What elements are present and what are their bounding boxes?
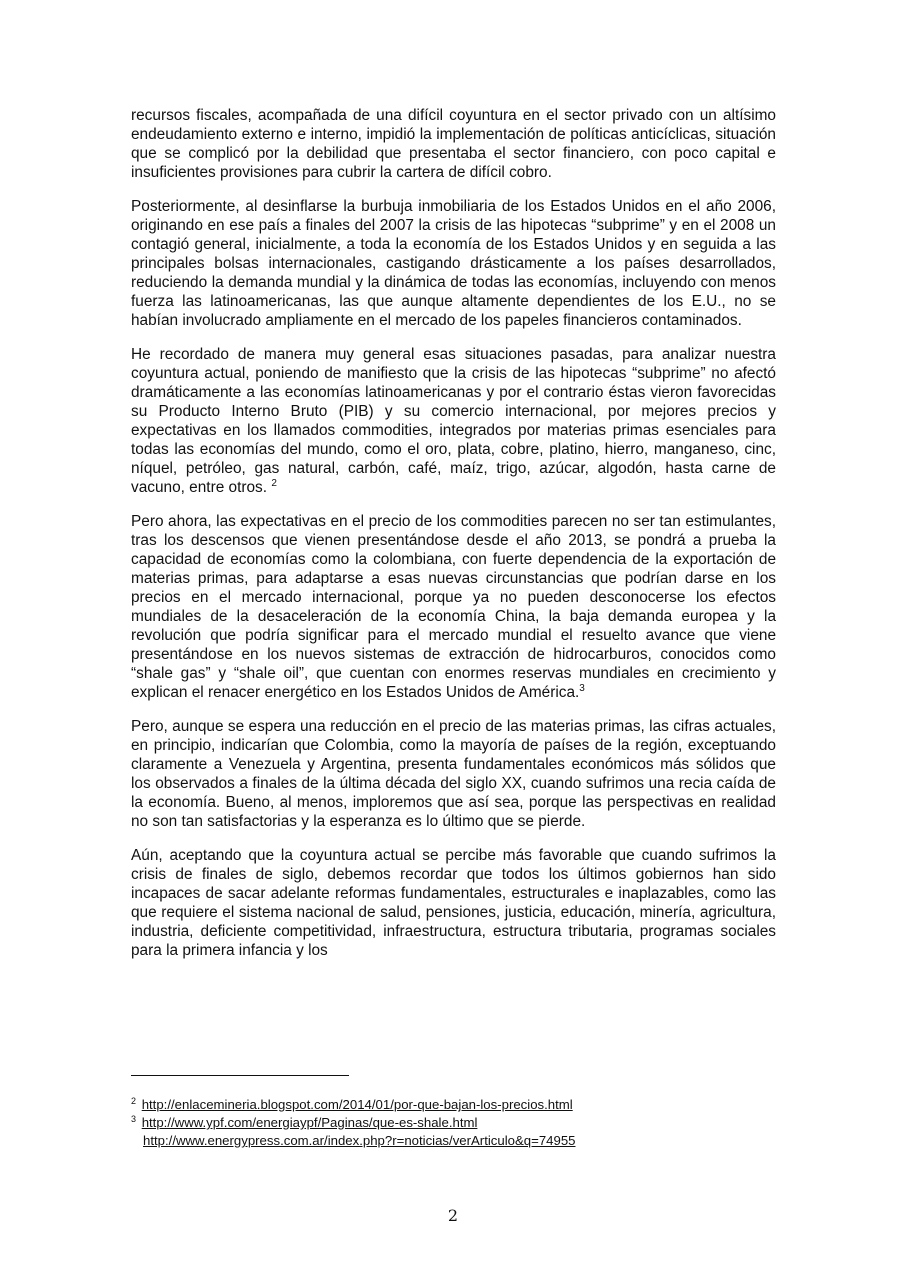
paragraph-2-text: Posteriormente, al desinflarse la burbuja inmobiliaria de los Estados Unidos en el año 2006, originando en ese país a finales del 2007 la crisis de las hipotecas “subprime” y en el 2008 un contagió general, inicialmente, a toda la economía de los Estados Unidos y en seguida a las principales bolsas internacionales, castigando drásticamente a los países desarrollados, reduciendo la demanda mundial y la dinámica de todas las economías, incluyendo con menos fuerza las latinoamericanas, las que aunque altamente dependientes de los E.U., no se habían involucrado ampliamente en el mercado de los papeles financieros contaminados. <box>131 198 776 329</box>
paragraph-5 <box>131 717 776 831</box>
paragraph-6-text: Aún, aceptando que la coyuntura actual se percibe más favorable que cuando sufrimos la crisis de finales de siglo, debemos recordar que todos los últimos gobiernos han sido incapaces de sacar adelante reformas fundamentales, estructurales e inaplazables, como las que requiere el sistema nacional de salud, pensiones, justicia, educación, minería, agricultura, industria, deficiente competitividad, infraestructura, estructura tributaria, programas sociales para la primera infancia y los <box>131 847 776 959</box>
document-body <box>131 106 776 975</box>
paragraph-5-text: Pero, aunque se espera una reducción en el precio de las materias primas, las cifras actuales, en principio, indicarían que Colombia, como la mayoría de países de la región, exceptuando claramente a Venezuela y Argentina, presenta fundamentales económicos más sólidos que los observados a finales de la última década del siglo XX, cuando sufrimos una recia caída de la economía. Bueno, al menos, imploremos que así sea, porque las perspectivas en realidad no son tan satisfactorias y la esperanza es lo último que se pierde. <box>131 718 776 830</box>
footnote-3-continued <box>131 1132 776 1150</box>
paragraph-1-text: recursos fiscales, acompañada de una difícil coyuntura en el sector privado con un altísimo endeudamiento externo e interno, impidió la implementación de políticas anticíclicas, situación que se complicó por la debilidad que presentaba el sector financiero, con poco capital e insuficientes provisiones para cubrir la cartera de difícil cobro. <box>131 107 776 181</box>
footnote-number: 2 <box>131 1095 137 1106</box>
paragraph-3-text: He recordado de manera muy general esas situaciones pasadas, para analizar nuestra coyuntura actual, poniendo de manifiesto que la crisis de las hipotecas “subprime” no afectó dramáticamente a las economías latinoamericanas y por el contrario éstas vieron favorecidas su Producto Interno Bruto (PIB) y su comercio internacional, por mejores precios y expectativas en los llamados commodities, integrados por materias primas esenciales para todas las economías del mundo, como el oro, plata, cobre, platino, hierro, manganeso, cinc, níquel, petróleo, gas natural, carbón, café, maíz, trigo, azúcar, algodón, hasta carne de vacuno, entre otros. <box>131 346 776 496</box>
footnote-number: 3 <box>131 1113 137 1124</box>
paragraph-3 <box>131 345 776 497</box>
paragraph-6 <box>131 846 776 960</box>
paragraph-4-text: Pero ahora, las expectativas en el precio de los commodities parecen no ser tan estimulantes, tras los descensos que vienen presentándose desde el año 2013, se pondrá a prueba la capacidad de economías como la colombiana, con fuerte dependencia de la exportación de materias primas, para adaptarse a esas nuevas circunstancias que podrían darse en los precios en el mercado internacional, porque ya no pueden desconocerse los efectos mundiales de la desaceleración de la economía China, la baja demanda europea y la revolución que podría significar para el mercado mundial el resuelto avance que viene presentándose en los nuevos sistemas de extracción de hidrocarburos, conocidos como “shale gas” y “shale oil”, que cuentan con enormes reservas mundiales en crecimiento y explican el renacer energético en los Estados Unidos de América. <box>131 513 776 701</box>
paragraph-2 <box>131 197 776 330</box>
footnotes <box>131 1096 776 1150</box>
footnote-link[interactable]: http://www.ypf.com/energiaypf/Paginas/que-es-shale.html <box>141 1115 478 1130</box>
footnote-ref-3[interactable]: 3 <box>579 682 585 694</box>
footnote-ref-2[interactable]: 2 <box>271 477 277 489</box>
page-number: 2 <box>447 1206 459 1225</box>
footnote-separator <box>131 1075 349 1076</box>
footnote-3 <box>131 1114 776 1132</box>
paragraph-1 <box>131 106 776 182</box>
footnote-link[interactable]: http://www.energypress.com.ar/index.php?r=noticias/verArticulo&q=74955 <box>143 1133 576 1148</box>
footnote-2 <box>131 1096 776 1114</box>
footnote-link[interactable]: http://enlacemineria.blogspot.com/2014/01/por-que-bajan-los-precios.html <box>141 1097 573 1112</box>
paragraph-4 <box>131 512 776 702</box>
